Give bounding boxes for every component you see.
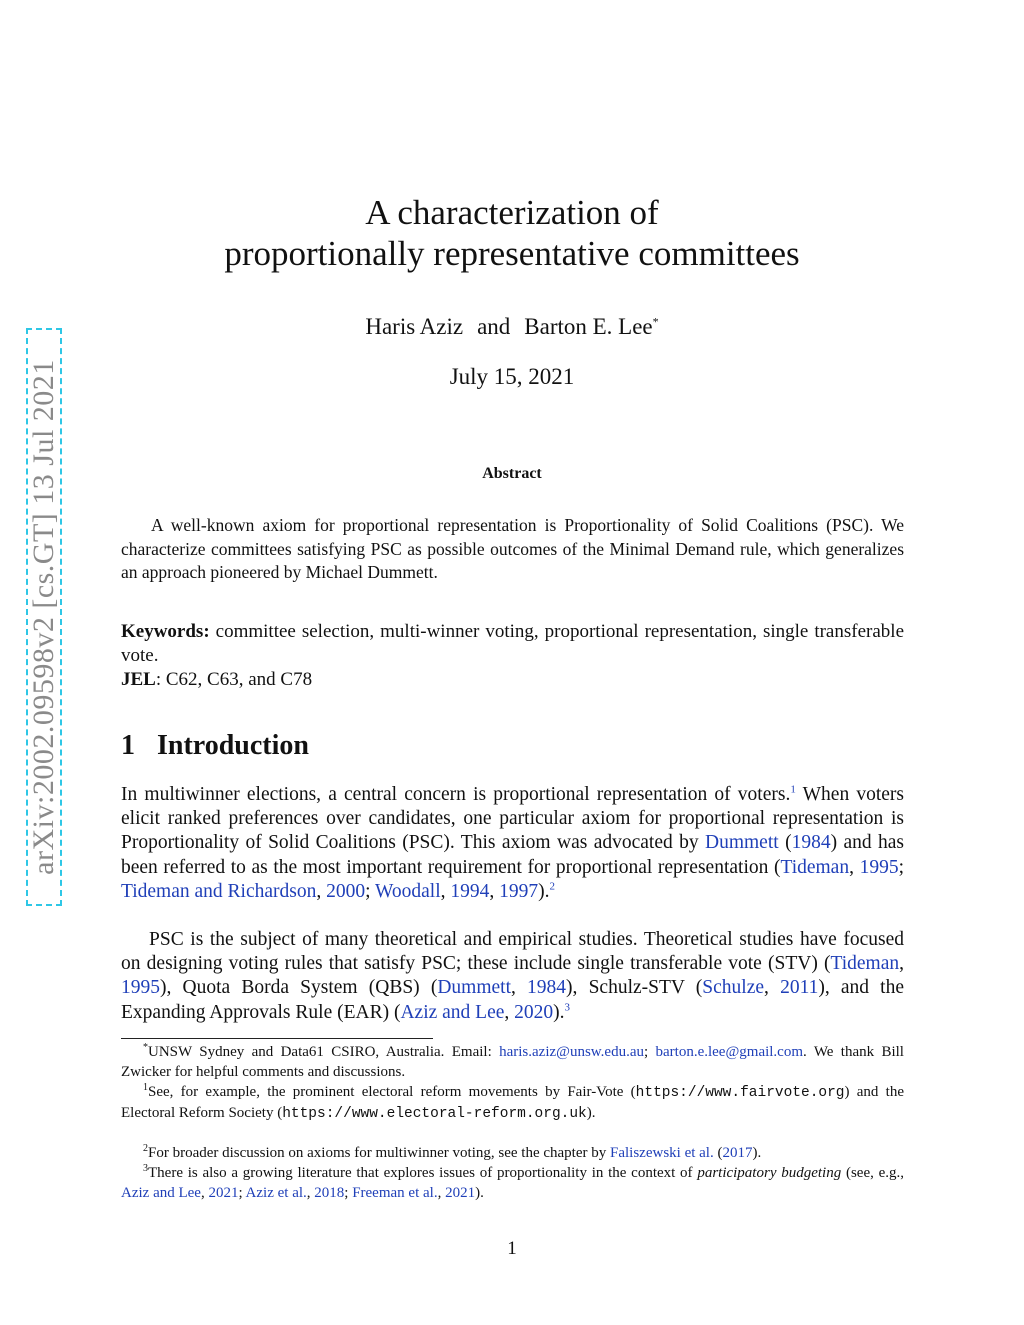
footnote-2: $^2$For broader discussion on axioms for multiwinner voting, see the chapter by Faliszewski et al. (2017). [143,1143,762,1161]
citation-link[interactable]: Tideman and Richardson [121,880,317,902]
citation-link[interactable]: Dummett [437,977,511,999]
keywords [121,620,904,668]
citation-link[interactable]: Dummett [705,832,779,854]
citation-link[interactable]: 2017 [722,1145,753,1161]
keywords-label: Keywords: [121,621,210,642]
citation-link[interactable]: 1995 [859,856,899,878]
intro-paragraph-2: PSC is the subject of many theoretical and empirical studies. Theoretical studies have focused on designing voting rules that satisfy PSC; these include single transferable vote (STV) (Tideman, 1995), Quota Borda System (QBS) (Dummett, 1984), Schulz-STV (Schulze, 2011), and the Expanding Approvals Rule (EAR) (Aziz and Lee, 2020).$^3$ [121,929,905,1023]
jel-text: : C62, C63, and C78 [155,669,313,690]
footnote-affiliation: *UNSW Sydney and Data61 CSIRO, Australia. Email: haris.aziz@unsw.edu.au; barton.e.lee@gmail.com. We thank Bill Zwicker for helpful comments and discussions. [121,1042,904,1081]
jel-label: JEL [121,669,156,690]
footnote-ref-2[interactable]: 2 [549,880,556,893]
author-lee: Barton E. Lee [524,314,653,339]
page-number: 1 [507,1238,517,1259]
footnote-rule [121,1038,433,1039]
arxiv-stamp[interactable] [26,328,62,906]
authors [0,314,1024,340]
email-link[interactable]: haris.aziz@unsw.edu.au [499,1044,644,1060]
abstract-text: A well-known axiom for proportional representation is Proportionality of Solid Coalitions (PSC). We characterize committees satisfying PSC as possible outcomes of the Minimal Demand rule, which generalizes an approach pioneered by Michael Dummett. [121,515,904,582]
citation-link[interactable]: Freeman et al. [352,1185,438,1202]
arxiv-identifier[interactable]: arXiv:2002.09598v2 [cs.GT] 13 Jul 2021 [27,359,60,875]
abstract-heading: Abstract [482,465,542,482]
footnote-ref-3[interactable]: 3 [564,1001,571,1014]
intro-paragraph-1: In multiwinner elections, a central concern is proportional representation of voters.$^1$ When voters elicit ranked preferences over candidates, one particular axiom for proportional representation is Proportionality of Solid Coalitions (PSC). This axiom was advocated by Dummett (1984) and has been referred to as the most important requirement for proportional representation (Tideman, 1995; Tideman and Richardson, 2000; Woodall, 1994, 1997).$^2$ [121,783,904,902]
citation-link[interactable]: Aziz and Lee [400,1001,505,1023]
footnote-3: $^3$There is also a growing literature that explores issues of proportionality in the context of participatory budgeting (see, e.g., Aziz and Lee, 2021; Aziz et al., 2018; Freeman et al., 2021). [121,1163,905,1202]
citation-link[interactable]: 1984 [791,832,831,854]
title-line-1: A characterization of [365,193,659,232]
citation-link[interactable]: Schulze [702,977,765,999]
paper-date: July 15, 2021 [449,364,575,389]
citation-link[interactable]: 2018 [314,1185,345,1202]
citation-link[interactable]: Tideman [780,856,850,878]
section-number: 1 [121,730,135,761]
citation-link[interactable]: 1984 [527,977,567,999]
citation-link[interactable]: 2021 [445,1185,476,1202]
jel-codes [121,668,904,692]
citation-link[interactable]: 1995 [121,977,160,999]
citation-link[interactable]: 2021 [208,1185,239,1202]
footnote-ref-1[interactable]: 1 [790,783,796,796]
citation-link[interactable]: Woodall [375,880,441,902]
footnote-1: $^1$See, for example, the prominent electoral reform movements by Fair-Vote (https://www.fairvote.org) and the Electoral Reform Society (https://www.electoral-reform.org.uk). [121,1082,905,1123]
citation-link[interactable]: 2000 [326,880,366,902]
citation-link[interactable]: Faliszewski et al. [610,1145,714,1161]
section-title: Introduction [157,730,309,761]
url-link[interactable]: https://www.fairvote.org [635,1085,845,1101]
section-heading [121,730,309,762]
author-aziz: Haris Aziz [365,314,464,339]
title-line-2: proportionally representative committees [224,234,800,273]
citation-link[interactable]: 2020 [514,1001,554,1023]
author-separator: and [477,314,511,339]
citation-link[interactable]: Tideman [830,953,900,975]
citation-link[interactable]: 1994 [450,880,490,902]
keywords-text: committee selection, multi-winner voting, proportional representation, single transferable vote. [121,621,904,666]
citation-link[interactable]: Aziz et al. [245,1185,307,1202]
citation-link[interactable]: Aziz and Lee [121,1185,201,1202]
email-link[interactable]: barton.e.lee@gmail.com [655,1044,804,1060]
citation-link[interactable]: 2011 [780,977,819,999]
citation-link[interactable]: 1997 [499,880,539,902]
author-footnote-mark: * [652,314,659,329]
url-link[interactable]: https://www.electoral-reform.org.uk [282,1106,587,1123]
